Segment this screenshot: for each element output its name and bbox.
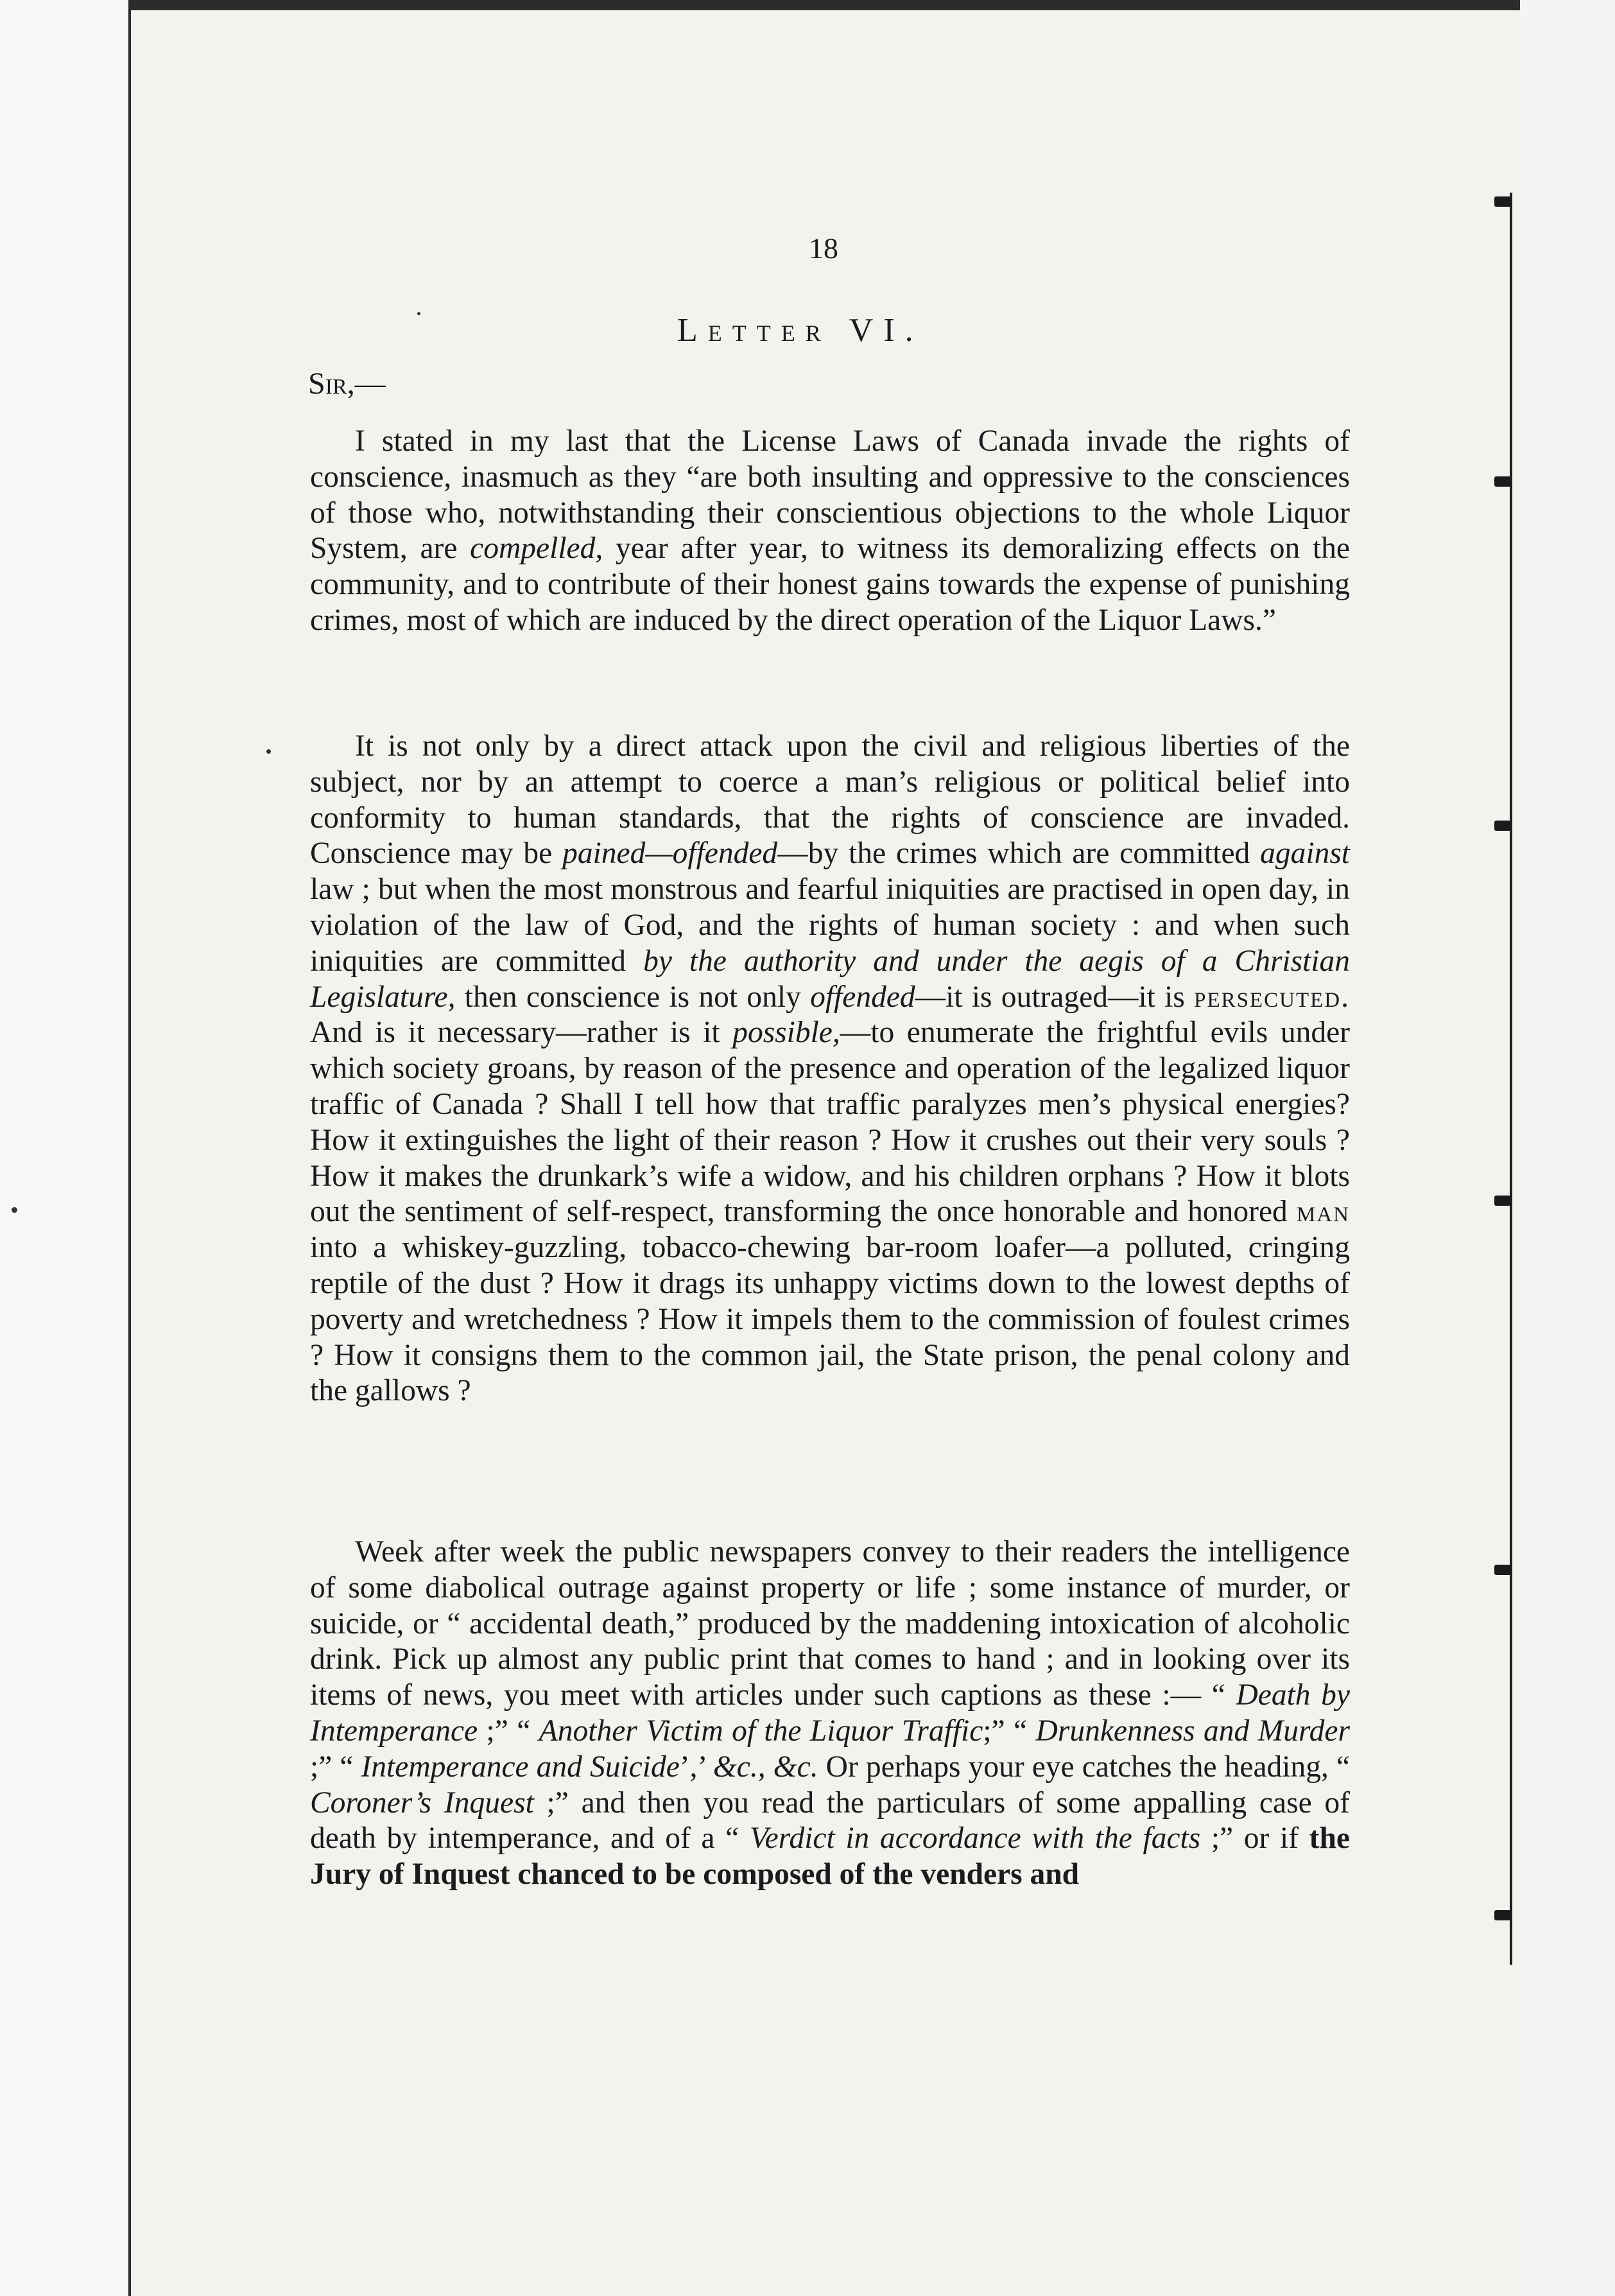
page-top-edge [128,0,1521,10]
small-caps-run: persecuted. [1194,980,1350,1014]
gutter-mark [1494,1565,1511,1575]
text-run: It is not only by a direct attack upon the civil and religious liberties of the subject, nor by an attempt to coerce a man’s religious or political belief into conformity to human standards, that the rights of conscience are invaded. Conscience may be [310,729,1350,871]
italic-run: Death by Intemperance [310,1678,1350,1748]
italic-run: by the authority and under the aegis of a Christian Legislature, [310,944,1351,1014]
bold-run: the Jury of Inquest chanced to be composed of the venders and [310,1822,1350,1892]
text-run: into a whiskey-guzzling, tobacco-chewing bar-room loafer—a polluted, cringing reptile of the dust ? How it drags its unhappy victims down to the lowest depths of poverty and wretchedness ? How it impels them to the commission of foulest crimes ? How it consigns them to the common jail, the State prison, the penal colony and the gallows ? [310,1231,1350,1408]
text-run: I stated in my last that the License Laws of Canada invade the rights of conscience, inasmuch as they “are both insulting and oppressive to the consciences of those who, notwithstanding their conscientious objections to the whole Liquor System, are [310,424,1350,566]
adjacent-page-strip [1520,0,1615,2296]
text-run: ;” “ [310,1750,361,1784]
text-run: —by the crimes which are committed [777,837,1261,871]
text-run: then conscience is not only [455,980,811,1014]
gutter-mark [1494,1910,1511,1920]
paragraph-2 [310,729,1350,1409]
italic-run: possible, [732,1016,840,1050]
text-run: —it is outraged—it is [915,980,1195,1014]
text-run: year after year, to witness its demoralizing effects on the community, and to contribute of their honest gains towards the expense of punishing crimes, most of which are induced by the direct operation of the Liquor Laws.” [310,532,1350,637]
italic-run: Verdict in accordance with the facts [749,1822,1201,1856]
paragraph-3 [310,1535,1350,1893]
text-run: Or perhaps your eye catches the heading, “ [818,1750,1350,1784]
gutter-mark [1494,476,1511,487]
text-run: ;” and then you read the particulars of some appalling case of death by intemperance, and of a “ [310,1786,1351,1856]
gutter-mark [1494,821,1511,831]
italic-run: against [1260,837,1351,871]
page-gutter-line [1510,193,1512,1965]
gutter-mark [1494,196,1511,207]
paragraph-1 [310,424,1350,639]
text-run: —to enumerate the frightful evils under which society groans, by reason of the presence and operation of the legalized liquor traffic of Canada ? Shall I tell how that traffic paralyzes men’s physical energies? How it extinguishes the light of their reason ? How it crushes out their very souls ? How it makes the drunkark’s wife a widow, and his children orphans ? How it blots out the sentiment of self-respect, transforming the once honorable and honored [310,1016,1350,1229]
italic-run: Intemperance and Suicide [361,1750,680,1784]
text-run: Week after week the public newspapers convey to their readers the intelligence of some diabolical outrage against property or life ; some instance of murder, or suicide, or “ accidental death,” produced by the maddening intoxication of alcoholic drink. Pick up almost any public print that comes to hand ; and in looking over its items of news, you meet with articles under such captions as these :— “ [310,1535,1350,1712]
italic-run: Drunkenness and Murder [1035,1714,1350,1748]
italic-run: pained—offended [562,837,778,871]
text-run: law ; but when the most monstrous and fearful iniquities are practised in open day, in violation of the law of God, and the rights of human society : and when such iniquities are committed [310,873,1350,978]
scan-speck [266,749,271,754]
text-run: ;” “ [983,1714,1036,1748]
text-run: And is it necessary—rather is it [310,1016,733,1050]
salutation: Sir,— [308,367,386,401]
italic-run: &c., &c. [712,1750,818,1784]
italic-run: offended [810,980,915,1014]
italic-run: Coroner’s Inquest [310,1786,534,1820]
text-run: ’,’ [679,1750,713,1784]
scan-speck [12,1207,17,1213]
letter-heading: Letter VI. [677,312,924,349]
text-run: ;” “ [478,1714,539,1748]
italic-run: compelled, [470,532,603,566]
text-run: ;” or if [1200,1822,1309,1856]
small-caps-run: man [1296,1195,1350,1229]
page-number: 18 [809,232,838,265]
gutter-mark [1494,1196,1511,1206]
italic-run: Another Victim of the Liquor Traffic [539,1714,983,1748]
scan-speck [417,312,420,315]
